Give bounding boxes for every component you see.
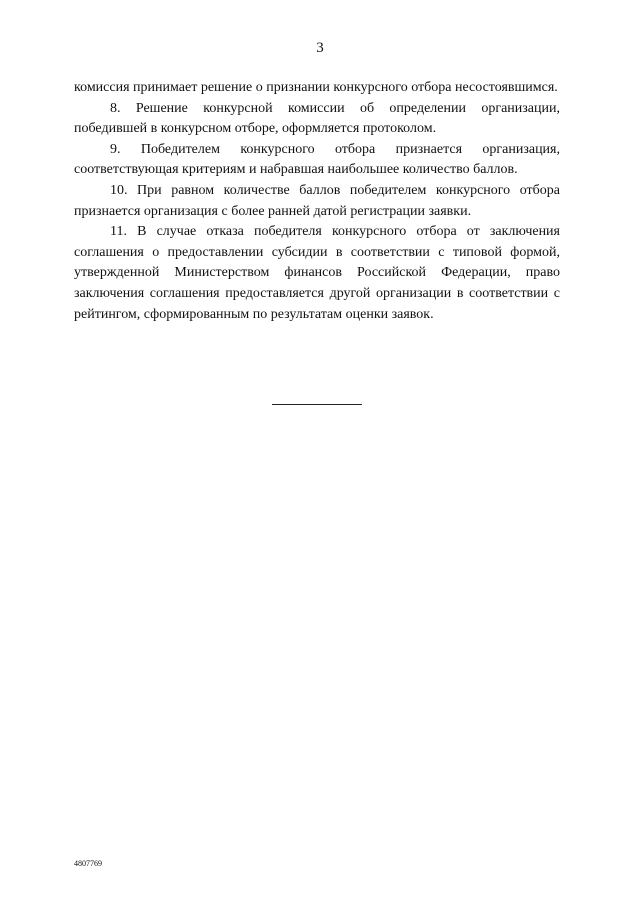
end-of-text-rule [272,404,362,405]
paragraph-item-9: 9. Победителем конкурсного отбора признается организация, соответствующая критериям и набравшая наибольшее количество баллов. [74,141,560,178]
paragraph-item-10: 10. При равном количестве баллов победителем конкурсного отбора признается организация с более ранней датой регистрации заявки. [74,182,560,219]
paragraph-item-11: 11. В случае отказа победителя конкурсного отбора от заключения соглашения о предоставлении субсидии в соответствии с типовой формой, утвержденной Министерством финансов Российской Федерации, право заключения соглашения предоставляется другой организации в соответствии с рейтингом, сформированным по результатам оценки заявок. [74,224,560,322]
document-body [74,78,560,325]
page-number: 3 [316,40,324,56]
paragraph-item-8: 8. Решение конкурсной комиссии об определении организации, победившей в конкурсном отборе, оформляется протоколом. [74,100,560,137]
paragraph-continuation: комиссия принимает решение о признании конкурсного отбора несостоявшимся. [74,80,558,95]
document-code: 4807769 [74,859,102,868]
